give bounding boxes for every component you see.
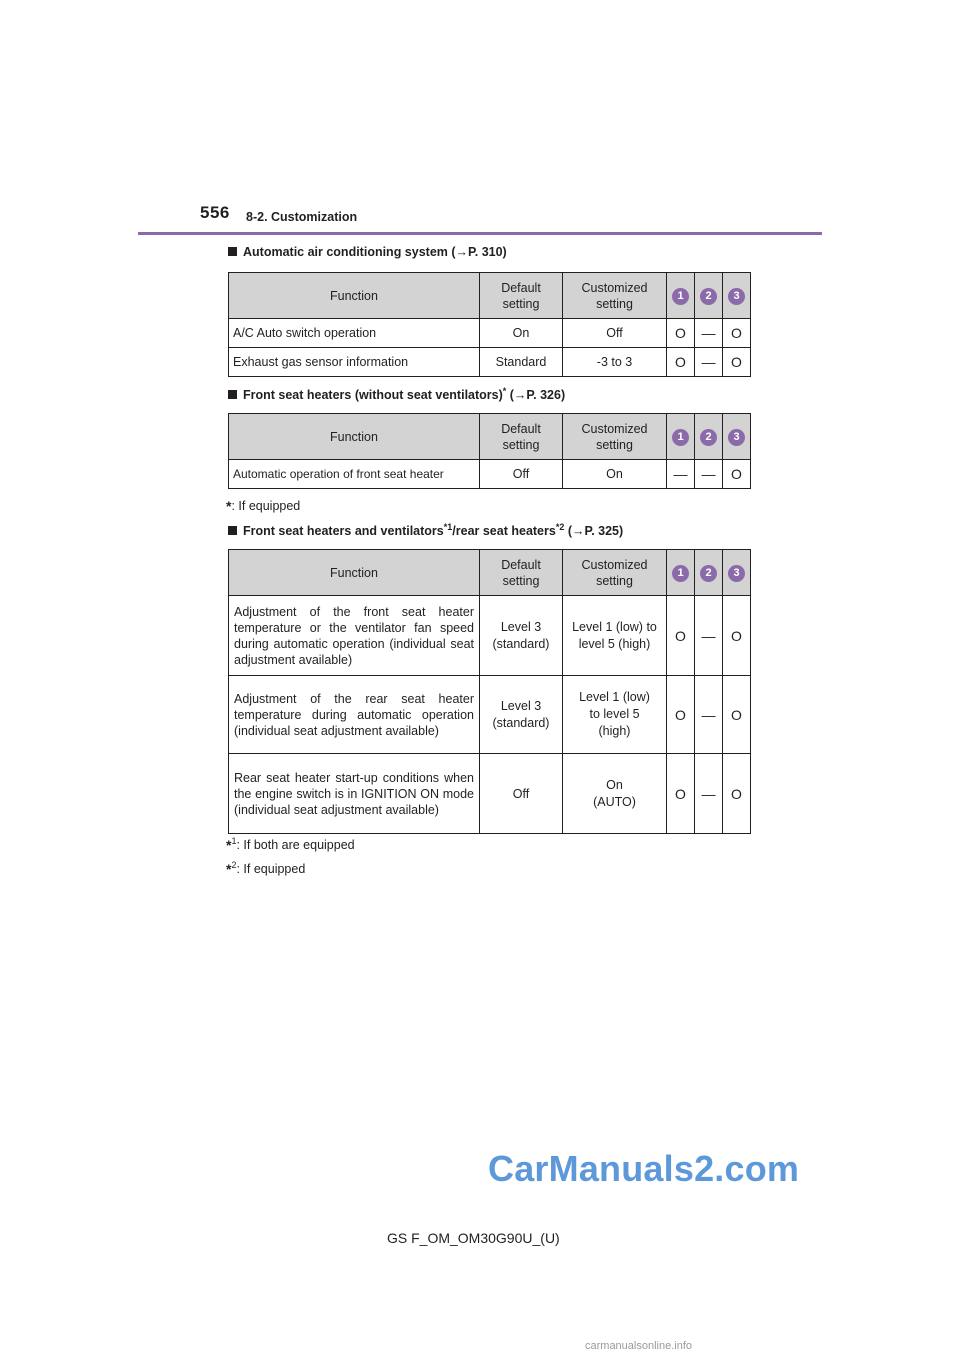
mark-3-cell: O [723, 754, 751, 834]
section3-heading: Front seat heaters and ventilators$^{*1}$/rear seat heaters$^{*2}$ (→P. 325) [228, 522, 623, 538]
default-cell: Level 3 (standard) [480, 596, 563, 676]
circle-1-icon: 1 [672, 288, 689, 305]
footnote: *: If equipped [226, 498, 301, 514]
default-cell: Level 3 (standard) [480, 676, 563, 754]
table-row [229, 319, 751, 348]
col-header-default: Default setting [480, 273, 563, 319]
mark-2-cell: — [695, 676, 723, 754]
section2-heading: Front seat heaters (without seat ventilators)* (→P. 326) [228, 386, 565, 402]
customized-cell: Level 1 (low) to level 5 (high) [563, 676, 667, 754]
col-header-function: Function [229, 273, 480, 319]
customized-cell: -3 to 3 [563, 348, 667, 377]
section-title: 8-2. Customization [246, 210, 358, 224]
mark-2-cell: — [695, 348, 723, 377]
watermark-logo: CarManuals2.com [488, 1148, 800, 1189]
seat-heaters-ventilators-table [228, 549, 751, 834]
default-cell: Off [480, 460, 563, 489]
circle-3-icon: 3 [728, 288, 745, 305]
mark-2-cell: — [695, 596, 723, 676]
col-header-function: Function [229, 414, 480, 460]
col-header-customized: Customized setting [563, 550, 667, 596]
mark-1-cell: O [667, 348, 695, 377]
function-cell: A/C Auto switch operation [229, 319, 480, 348]
mark-3-cell: O [723, 596, 751, 676]
document-code: GS F_OM_OM30G90U_(U) [387, 1230, 560, 1246]
mark-1-cell: — [667, 460, 695, 489]
default-cell: On [480, 319, 563, 348]
default-cell: Off [480, 754, 563, 834]
circle-3-icon: 3 [728, 565, 745, 582]
mark-1-cell: O [667, 754, 695, 834]
col-header-function: Function [229, 550, 480, 596]
section1-heading: Automatic air conditioning system (→P. 310) [228, 245, 507, 259]
mark-2-cell: — [695, 754, 723, 834]
page-number: 556 [200, 203, 230, 222]
bullet-square-icon [228, 390, 237, 399]
page-reference-link[interactable]: (→P. 325) [564, 524, 624, 539]
circle-1-icon: 1 [672, 565, 689, 582]
footnote-1: *$^1$: If both are equipped [226, 836, 355, 854]
function-cell: Adjustment of the rear seat heater temperature during automatic operation (individual seat adjustment available) [229, 676, 480, 754]
circle-2-icon: 2 [700, 288, 717, 305]
customized-cell: Level 1 (low) to level 5 (high) [563, 596, 667, 676]
air-conditioning-table [228, 272, 751, 377]
bullet-square-icon [228, 247, 237, 256]
mark-3-cell: O [723, 348, 751, 377]
function-cell: Rear seat heater start-up conditions when the engine switch is in IGNITION ON mode (individual seat adjustment available) [229, 754, 480, 834]
bullet-square-icon [228, 526, 237, 535]
function-cell: Adjustment of the front seat heater temperature or the ventilator fan speed during automatic operation (individual seat adjustment available) [229, 596, 480, 676]
front-seat-heaters-table [228, 413, 751, 489]
table-row [229, 460, 751, 489]
col-header-customized: Customized setting [563, 273, 667, 319]
footnote-2: *$^2$: If equipped [226, 860, 306, 878]
circle-1-icon: 1 [672, 429, 689, 446]
mark-1-cell: O [667, 596, 695, 676]
mark-2-cell: — [695, 319, 723, 348]
watermark-url: carmanualsonline.info [585, 1340, 693, 1352]
col-header-default: Default setting [480, 550, 563, 596]
customized-cell: On (AUTO) [563, 754, 667, 834]
mark-1-cell: O [667, 319, 695, 348]
customized-cell: Off [563, 319, 667, 348]
table-row [229, 596, 751, 676]
mark-3-cell: O [723, 676, 751, 754]
table-row [229, 754, 751, 834]
table-row [229, 348, 751, 377]
mark-1-cell: O [667, 676, 695, 754]
circle-2-icon: 2 [700, 565, 717, 582]
customized-cell: On [563, 460, 667, 489]
default-cell: Standard [480, 348, 563, 377]
circle-3-icon: 3 [728, 429, 745, 446]
page-reference-link[interactable]: →P. 310) [455, 245, 507, 259]
header-divider [138, 232, 822, 235]
mark-2-cell: — [695, 460, 723, 489]
mark-3-cell: O [723, 460, 751, 489]
col-header-default: Default setting [480, 414, 563, 460]
page-reference-link[interactable]: (→P. 326) [506, 388, 566, 403]
function-cell: Exhaust gas sensor information [229, 348, 480, 377]
function-cell: Automatic operation of front seat heater [229, 460, 480, 489]
circle-2-icon: 2 [700, 429, 717, 446]
mark-3-cell: O [723, 319, 751, 348]
col-header-customized: Customized setting [563, 414, 667, 460]
table-row [229, 676, 751, 754]
